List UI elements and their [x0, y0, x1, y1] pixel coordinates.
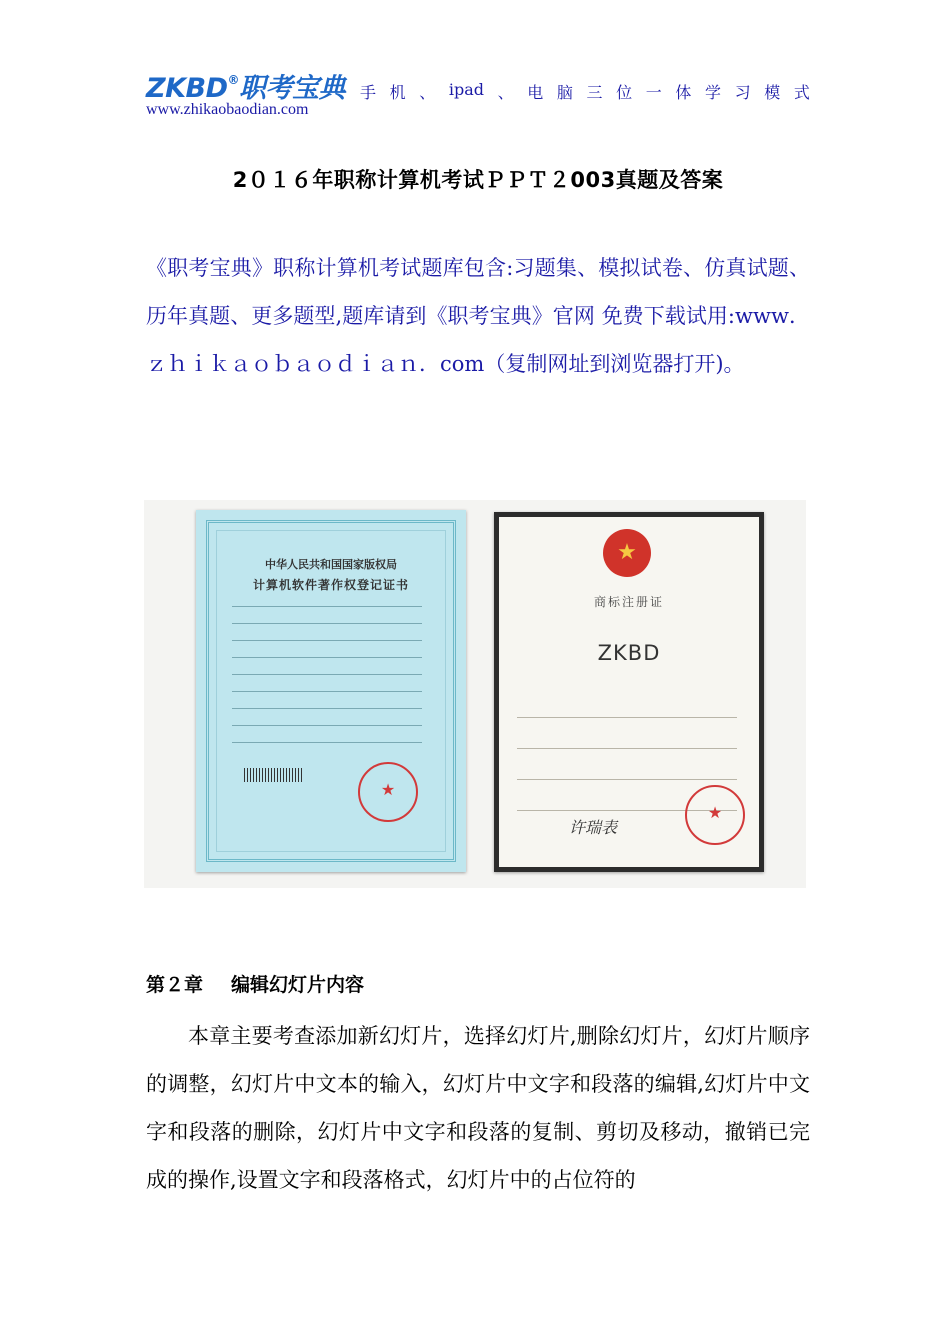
chapter-heading: 第２章 编辑幻灯片内容: [146, 974, 365, 996]
cert-authority: 中华人民共和国国家版权局: [265, 558, 397, 571]
chapter-body: 本章主要考查添加新幻灯片，选择幻灯片,删除幻灯片，幻灯片顺序的调整，幻灯片中文本的输入，幻灯片中文字和段落的编辑,幻灯片中文字和段落的删除，幻灯片中文字和段落的复制、剪切及移动，撤销已完成的操作,设置文字和段落格式，幻灯片中的占位符的: [146, 1024, 810, 1192]
page-header: [146, 66, 810, 122]
trademark-certificate: [494, 512, 764, 872]
header-tagline: 手 机 、 ipad 、 电 脑 三 位 一 体 学 习 模 式: [360, 80, 810, 102]
trademark-cert-name: 商标注册证: [593, 595, 664, 609]
barcode-icon: [244, 768, 304, 782]
signature: 许瑞表: [569, 818, 618, 837]
software-copyright-certificate: [196, 510, 466, 872]
red-seal-icon: ★: [358, 762, 418, 822]
cert-text-lines: [232, 606, 422, 759]
website-url: www.zhikaobaodian.com: [146, 101, 309, 118]
red-seal-icon: ★: [685, 785, 745, 845]
trademark-mark: ZKBD: [597, 641, 661, 665]
certificate-photos: [144, 500, 806, 888]
cert-name: 计算机软件著作权登记证书: [252, 578, 409, 592]
national-emblem-icon: ★: [603, 529, 651, 577]
document-title: 2０１６年职称计算机考试ＰＰＴ２003真题及答案: [232, 168, 724, 192]
zkbd-logo: ZKBD®职考宝典: [146, 73, 345, 104]
intro-paragraph: 《职考宝典》职称计算机考试题库包含:习题集、模拟试卷、仿真试题、历年真题、更多题型,题库请到《职考宝典》官网 免费下载试用:www．ｚｈｉｋａｏｂａｏｄｉａｎ．com（复制网址到浏览器打开)。: [146, 256, 810, 376]
